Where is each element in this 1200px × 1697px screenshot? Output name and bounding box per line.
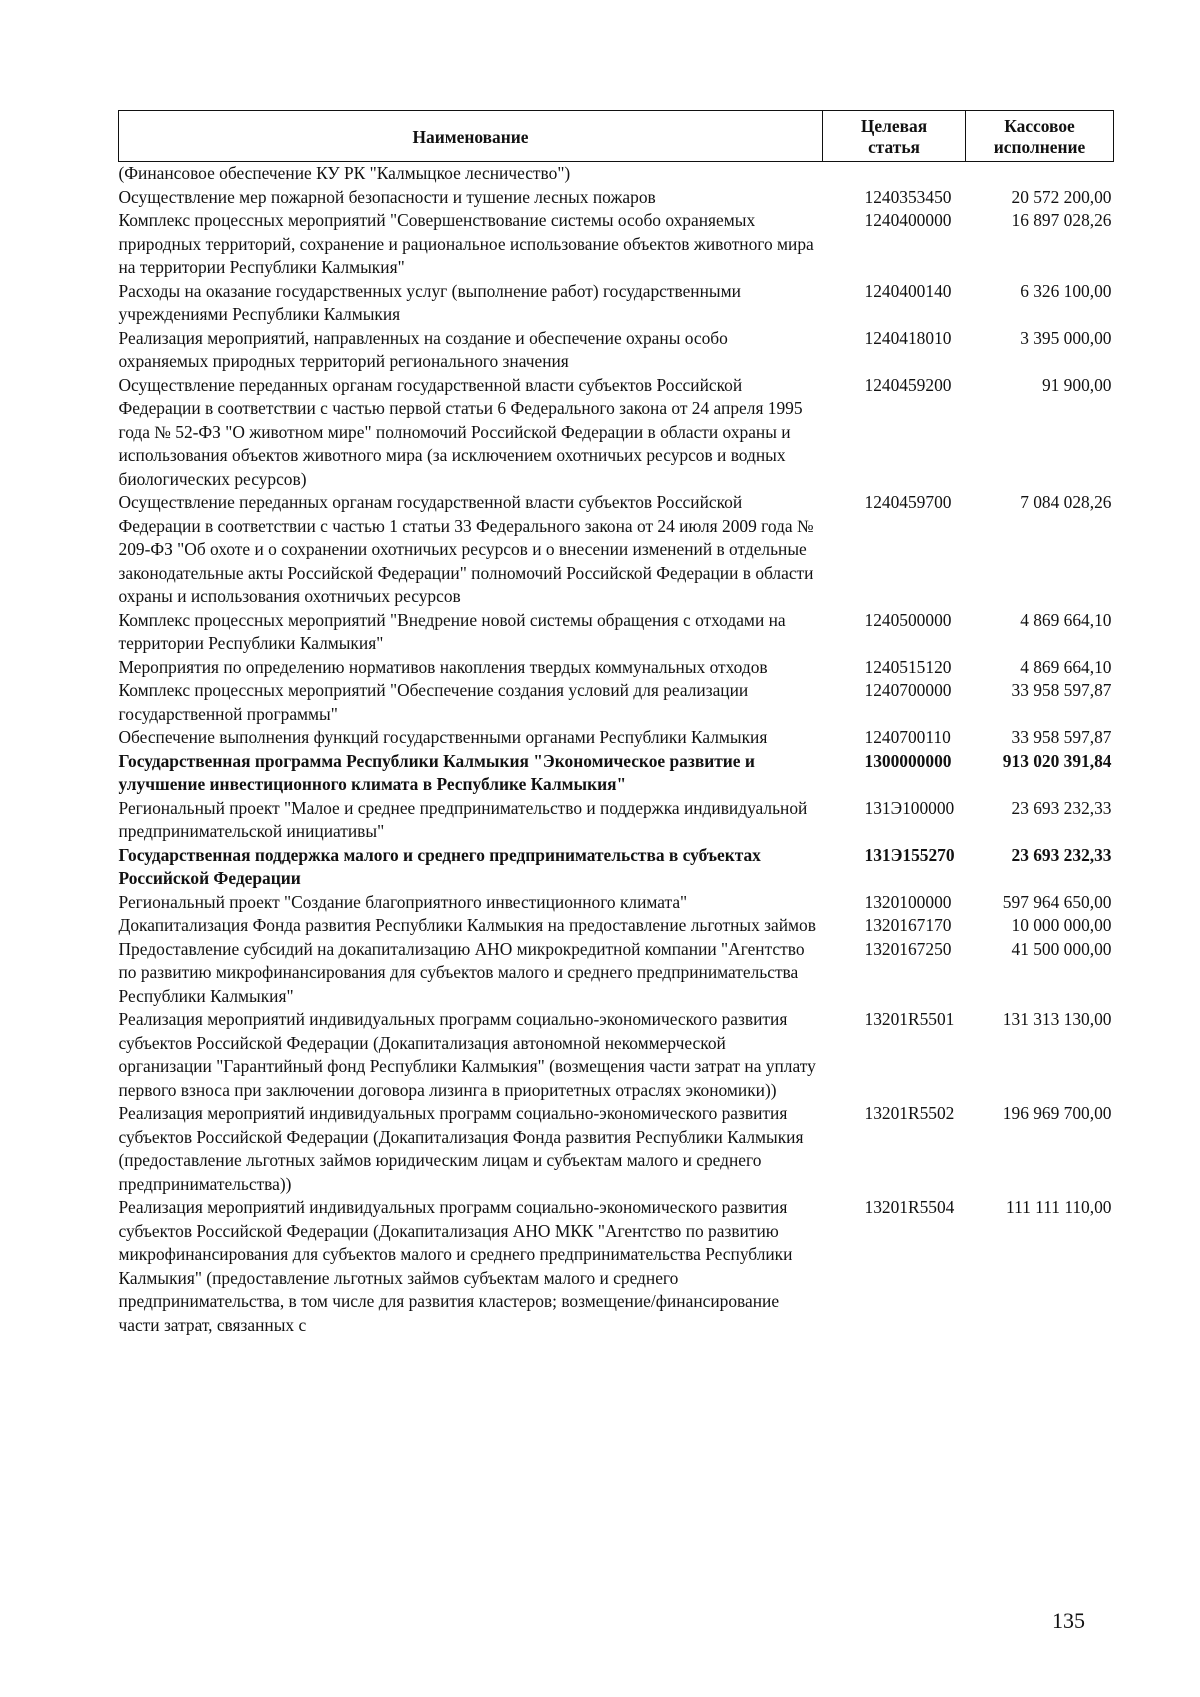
row-amount-cell: 6 326 100,00 <box>1020 280 1112 301</box>
table-row <box>119 844 1114 891</box>
table-row <box>119 609 1114 656</box>
table-row <box>119 327 1114 374</box>
row-name-cell: Обеспечение выполнения функций государственными органами Республики Калмыкия <box>118 727 768 747</box>
row-name-cell: Государственная поддержка малого и среднего предпринимательства в субъектах Российской Федерации <box>118 844 761 888</box>
row-amount-cell: 913 020 391,84 <box>1002 750 1112 771</box>
row-code-cell <box>823 162 966 186</box>
row-name-cell: Региональный проект "Малое и среднее предпринимательство и поддержка индивидуальной предпринимательской инициативы" <box>118 797 808 841</box>
row-code-cell: 1240515120 <box>864 656 952 677</box>
table-row <box>119 1196 1114 1337</box>
row-code-cell: 1240418010 <box>864 327 952 348</box>
row-amount-cell: 111 111 110,00 <box>1006 1197 1112 1217</box>
row-code-cell: 1240353450 <box>864 186 952 207</box>
row-amount-cell: 23 693 232,33 <box>1011 797 1112 818</box>
row-code-cell: 1240700000 <box>864 680 952 700</box>
header-code-line2: статья <box>868 137 920 157</box>
row-name-cell: Комплекс процессных мероприятий "Совершенствование системы особо охраняемых природных территорий, сохранение и рациональное использование объектов животного мира на территории Республики Калмыкия" <box>118 210 814 277</box>
row-code-cell: 1240400140 <box>864 280 952 301</box>
row-amount-cell: 16 897 028,26 <box>1011 210 1112 230</box>
row-name-cell: Расходы на оказание государственных услуг (выполнение работ) государственными учреждениями Республики Калмыкия <box>118 280 741 324</box>
row-code-cell: 1240400000 <box>864 210 952 230</box>
row-name-cell: Государственная программа Республики Калмыкия "Экономическое развитие и улучшение инвестиционного климата в Республике Калмыкия" <box>118 750 755 794</box>
table-row <box>119 186 1114 210</box>
row-code-cell: 1320100000 <box>864 891 952 912</box>
row-amount-cell: 597 964 650,00 <box>1002 891 1112 912</box>
row-name-cell: Докапитализация Фонда развития Республики Калмыкия на предоставление льготных займов <box>118 915 816 935</box>
row-amount-cell <box>966 162 1114 186</box>
table-row <box>119 797 1114 844</box>
table-body <box>119 162 1114 1338</box>
header-code <box>823 111 966 162</box>
row-amount-cell: 41 500 000,00 <box>1011 938 1112 959</box>
budget-table <box>118 110 1114 1337</box>
row-code-cell: 131Э155270 <box>864 844 955 865</box>
row-name-cell: Предоставление субсидий на докапитализацию АНО микрокредитной компании "Агентство по развитию микрофинансирования для субъектов малого и среднего предпринимательства Республики Калмыкия" <box>118 938 805 1006</box>
table-row <box>119 1008 1114 1102</box>
table-header <box>119 111 1114 162</box>
table-row <box>119 726 1114 750</box>
row-name-cell: Комплекс процессных мероприятий "Внедрение новой системы обращения с отходами на территории Республики Калмыкия" <box>118 609 786 653</box>
table-row <box>119 280 1114 327</box>
row-amount-cell: 23 693 232,33 <box>1011 844 1112 865</box>
table-row <box>119 491 1114 609</box>
row-name-cell: Осуществление переданных органам государственной власти субъектов Российской Федерации в соответствии с частью первой статьи 6 Федерального закона от 24 апреля 1995 года № 52-ФЗ "О животном мире" полномочий Российской Федерации в области охраны и использования объектов животного мира (за исключением охотничьих ресурсов и водных биологических ресурсов) <box>118 374 803 489</box>
row-name-cell: (Финансовое обеспечение КУ РК "Калмыцкое лесничество") <box>118 163 571 183</box>
table-row <box>119 374 1114 492</box>
page-number: 135 <box>1052 1608 1085 1633</box>
row-amount-cell: 33 958 597,87 <box>1011 680 1112 700</box>
row-code-cell: 13201R5504 <box>864 1197 955 1217</box>
row-amount-cell: 4 869 664,10 <box>1020 609 1112 630</box>
row-code-cell: 1320167170 <box>864 915 952 935</box>
row-name-cell: Осуществление мер пожарной безопасности и тушение лесных пожаров <box>118 186 656 207</box>
table-row <box>119 656 1114 680</box>
row-amount-cell: 10 000 000,00 <box>1011 915 1112 935</box>
row-amount-cell: 20 572 200,00 <box>1011 186 1112 207</box>
table-row <box>119 914 1114 938</box>
row-amount-cell: 7 084 028,26 <box>1020 492 1112 512</box>
row-amount-cell: 196 969 700,00 <box>1002 1103 1112 1123</box>
row-name-cell: Реализация мероприятий, направленных на создание и обеспечение охраны особо охраняемых природных территорий регионального значения <box>118 327 728 371</box>
row-code-cell: 13201R5501 <box>864 1009 955 1029</box>
row-name-cell: Реализация мероприятий индивидуальных программ социально-экономического развития субъектов Российской Федерации (Докапитализация Фонда развития Республики Калмыкия (предоставление льготных займов юридическим лицам и субъектам малого и среднего предпринимательства)) <box>118 1103 804 1194</box>
table-row <box>119 1102 1114 1196</box>
row-code-cell: 1240459700 <box>864 492 952 512</box>
row-amount-cell: 3 395 000,00 <box>1020 327 1112 348</box>
row-name-cell: Реализация мероприятий индивидуальных программ социально-экономического развития субъектов Российской Федерации (Докапитализация автономной некоммерческой организации "Гарантийный фонд Республики Калмыкия" (возмещения части затрат на уплату первого взноса при заключении договора лизинга в приоритетных отраслях экономики)) <box>118 1009 816 1100</box>
row-amount-cell: 131 313 130,00 <box>1002 1009 1112 1029</box>
row-code-cell: 13201R5502 <box>864 1103 955 1123</box>
row-name-cell: Осуществление переданных органам государственной власти субъектов Российской Федерации в соответствии с частью 1 статьи 33 Федерального закона от 24 июля 2009 года № 209-ФЗ "Об охоте и о сохранении охотничьих ресурсов и о внесении изменений в отдельные законодательные акты Российской Федерации" полномочий Российской Федерации в области охраны и использования охотничьих ресурсов <box>118 492 814 606</box>
row-name-cell: Региональный проект "Создание благоприятного инвестиционного климата" <box>118 891 688 912</box>
row-code-cell: 1240700110 <box>864 727 951 747</box>
row-name-cell: Реализация мероприятий индивидуальных программ социально-экономического развития субъектов Российской Федерации (Докапитализация АНО МКК "Агентство по развитию микрофинансирования для субъектов малого и среднего предпринимательства Республики Калмыкия" (предоставление льготных займов субъектам малого и среднего предпринимательства, в том числе для развития кластеров; возмещение/финансирование части затрат, связанных с <box>118 1197 793 1335</box>
header-name: Наименование <box>119 111 823 162</box>
row-code-cell: 1240500000 <box>864 609 952 630</box>
row-amount-cell: 33 958 597,87 <box>1011 727 1112 747</box>
table-row <box>119 891 1114 915</box>
table-row <box>119 162 1114 186</box>
row-name-cell: Мероприятия по определению нормативов накопления твердых коммунальных отходов <box>118 656 768 677</box>
row-name-cell: Комплекс процессных мероприятий "Обеспечение создания условий для реализации государственной программы" <box>118 680 749 724</box>
row-code-cell: 1320167250 <box>864 938 952 959</box>
table-row <box>119 938 1114 1009</box>
table-row <box>119 679 1114 726</box>
row-amount-cell: 91 900,00 <box>1041 374 1112 395</box>
table-row <box>119 209 1114 280</box>
header-amount <box>966 111 1114 162</box>
row-amount-cell: 4 869 664,10 <box>1020 656 1112 677</box>
header-amount-line1: Кассовое <box>1004 116 1075 136</box>
header-code-line1: Целевая <box>860 116 928 136</box>
row-code-cell: 131Э100000 <box>864 797 955 818</box>
table-row <box>119 750 1114 797</box>
row-code-cell: 1300000000 <box>864 750 952 771</box>
row-code-cell: 1240459200 <box>864 374 952 395</box>
header-amount-line2: исполнение <box>993 137 1086 157</box>
